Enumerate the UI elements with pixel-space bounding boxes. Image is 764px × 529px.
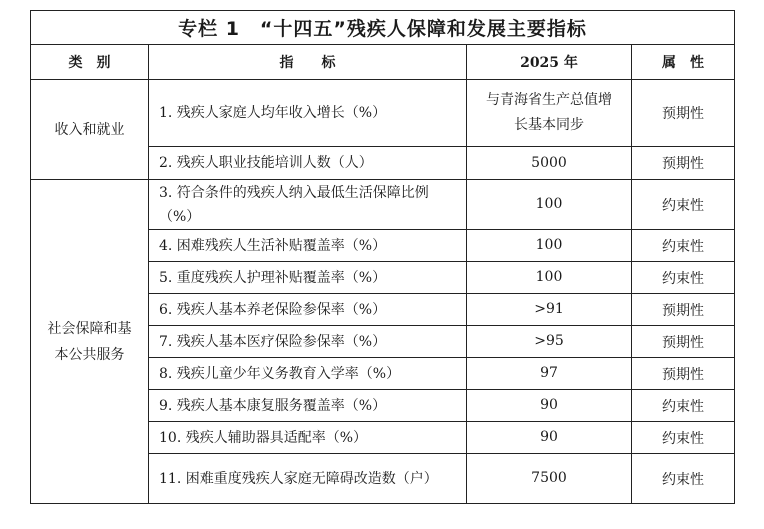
header-row bbox=[31, 45, 735, 80]
attribute-cell: 预期性 bbox=[632, 294, 735, 326]
indicator-cell: 5. 重度残疾人护理补贴覆盖率（%） bbox=[149, 262, 467, 294]
attribute-cell: 约束性 bbox=[632, 262, 735, 294]
table-row bbox=[31, 180, 735, 230]
category-income: 收入和就业 bbox=[31, 80, 149, 180]
header-category: 类 别 bbox=[31, 45, 149, 80]
value-cell: 100 bbox=[467, 262, 632, 294]
attribute-cell: 预期性 bbox=[632, 358, 735, 390]
value-cell: 97 bbox=[467, 358, 632, 390]
value-cell: 7500 bbox=[467, 454, 632, 504]
value-cell: 与青海省生产总值增长基本同步 bbox=[467, 80, 632, 147]
value-cell: 5000 bbox=[467, 147, 632, 180]
indicators-table bbox=[30, 10, 735, 504]
indicator-cell: 9. 残疾人基本康复服务覆盖率（%） bbox=[149, 390, 467, 422]
value-cell: 90 bbox=[467, 422, 632, 454]
attribute-cell: 约束性 bbox=[632, 230, 735, 262]
attribute-cell: 预期性 bbox=[632, 147, 735, 180]
indicator-cell: 1. 残疾人家庭人均年收入增长（%） bbox=[149, 80, 467, 147]
attribute-cell: 预期性 bbox=[632, 80, 735, 147]
value-cell: 90 bbox=[467, 390, 632, 422]
category-social: 社会保障和基本公共服务 bbox=[31, 180, 149, 504]
value-cell: >91 bbox=[467, 294, 632, 326]
attribute-cell: 约束性 bbox=[632, 454, 735, 504]
header-year: 2025 年 bbox=[467, 45, 632, 80]
indicator-cell: 6. 残疾人基本养老保险参保率（%） bbox=[149, 294, 467, 326]
attribute-cell: 约束性 bbox=[632, 422, 735, 454]
attribute-cell: 预期性 bbox=[632, 326, 735, 358]
indicator-cell: 10. 残疾人辅助器具适配率（%） bbox=[149, 422, 467, 454]
value-cell: >95 bbox=[467, 326, 632, 358]
indicator-cell: 4. 困难残疾人生活补贴覆盖率（%） bbox=[149, 230, 467, 262]
attribute-cell: 约束性 bbox=[632, 390, 735, 422]
indicator-cell: 7. 残疾人基本医疗保险参保率（%） bbox=[149, 326, 467, 358]
table-title: 专栏 1 “十四五”残疾人保障和发展主要指标 bbox=[31, 11, 735, 45]
indicator-cell: 11. 困难重度残疾人家庭无障碍改造数（户） bbox=[149, 454, 467, 504]
attribute-cell: 约束性 bbox=[632, 180, 735, 230]
table-row bbox=[31, 80, 735, 147]
header-attribute: 属 性 bbox=[632, 45, 735, 80]
value-cell: 100 bbox=[467, 180, 632, 230]
indicator-cell: 2. 残疾人职业技能培训人数（人） bbox=[149, 147, 467, 180]
indicator-cell: 3. 符合条件的残疾人纳入最低生活保障比例（%） bbox=[149, 180, 467, 230]
indicator-cell: 8. 残疾儿童少年义务教育入学率（%） bbox=[149, 358, 467, 390]
value-cell: 100 bbox=[467, 230, 632, 262]
header-indicator: 指 标 bbox=[149, 45, 467, 80]
